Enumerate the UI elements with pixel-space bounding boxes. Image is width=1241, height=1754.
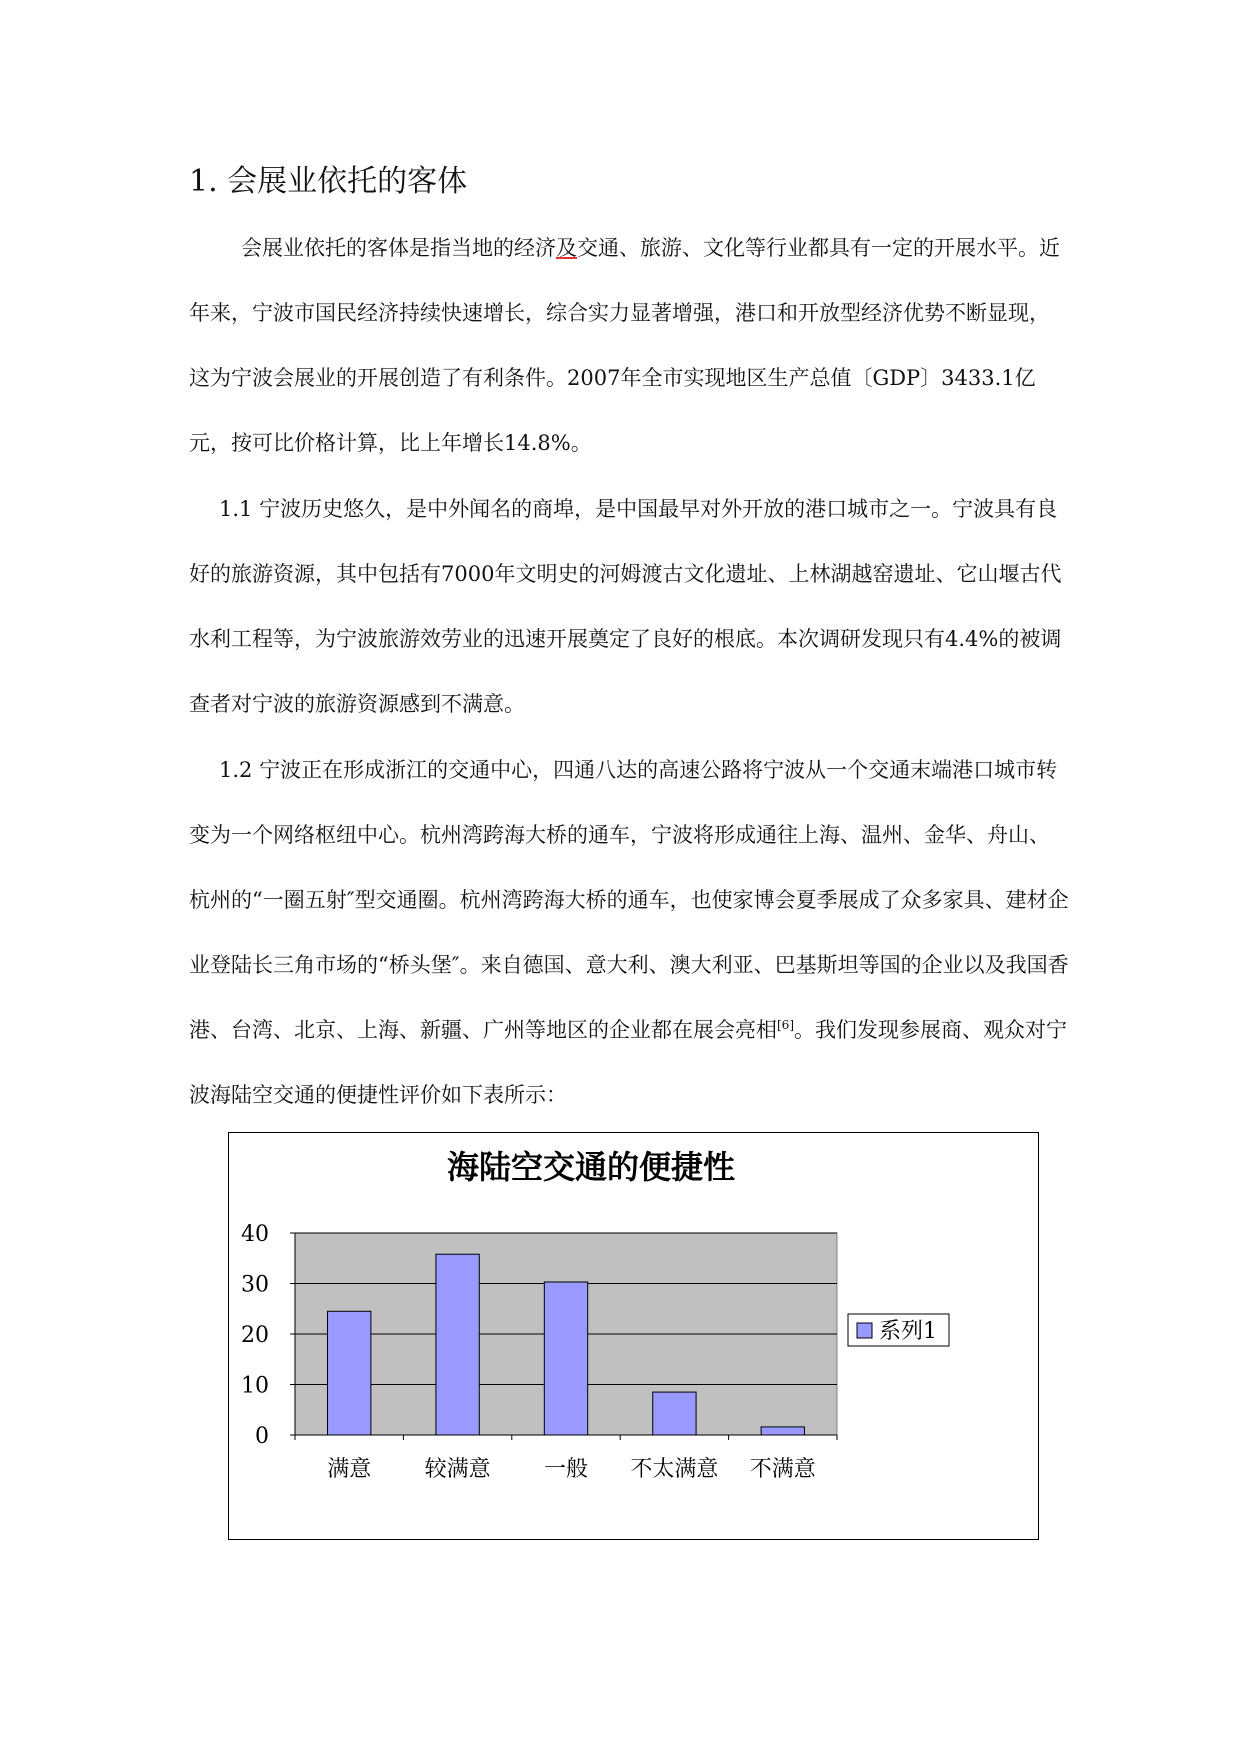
paragraph-history: 1.1 宁波历史悠久，是中外闻名的商埠，是中国最早对外开放的港口城市之一。宁波具有良好的旅游资源，其中包括有7000年文明史的河姆渡古文化遗址、上林湖越窑遗址、它山堰古代水利工程等，为宁波旅游效劳业的迅速开展奠定了良好的根底。本次调研发现只有4.4%的被调查者对宁波的旅游资源感到不满意。 (189, 497, 1062, 716)
bar-1 (328, 1311, 371, 1435)
bar-chart (229, 1133, 1040, 1541)
underlined-word: 及 (556, 236, 577, 260)
section-heading: 1. 会展业依托的客体 (189, 164, 468, 199)
bar-4 (653, 1392, 696, 1435)
chart-frame (228, 1132, 1039, 1540)
y-tick-label: 40 (241, 1222, 269, 1247)
x-category-label: 较满意 (424, 1457, 491, 1482)
x-category-label: 一般 (543, 1457, 589, 1482)
x-category-label: 不满意 (749, 1457, 816, 1482)
legend-swatch (857, 1323, 872, 1338)
y-tick-label: 30 (241, 1272, 269, 1298)
chart-title: 海陆空交通的便捷性 (446, 1148, 736, 1186)
paragraph-text: 1.2 宁波正在形成浙江的交通中心，四通八达的高速公路将宁波从一个交通末端港口城市转变为一个网络枢纽中心。杭州湾跨海大桥的通车，宁波将形成通往上海、温州、金华、舟山、杭州的“一圈五射″型交通圈。杭州湾跨海大桥的通车，也使家博会夏季展成了众多家具、建材企业登陆长三角市场的“桥头堡″。来自德国、意大利、澳大利亚、巴基斯坦等国的企业以及我国香港、台湾、北京、上海、新疆、广州等地区的企业都在展会亮相 (189, 758, 1069, 1042)
bar-2 (436, 1254, 479, 1435)
y-tick-label: 10 (241, 1373, 269, 1399)
paragraph-text: 会展业依托的客体是指当地的经济 (241, 236, 556, 260)
paragraph-text: 。我们发现参展商、观众对宁波海陆空交通的便捷性评价如下表所示： (189, 1018, 1067, 1107)
y-tick-label: 0 (255, 1424, 269, 1449)
bar-5 (761, 1427, 804, 1435)
legend-label: 系列1 (879, 1319, 937, 1344)
paragraph-economy (189, 216, 1069, 476)
citation-reference: [6] (777, 1018, 794, 1032)
bar-3 (544, 1282, 587, 1435)
x-category-label: 满意 (327, 1457, 372, 1482)
x-category-label: 不太满意 (630, 1457, 719, 1482)
y-tick-label: 20 (241, 1323, 269, 1348)
paragraph-text: 交通、旅游、文化等行业都具有一定的开展水平。近年来，宁波市国民经济持续快速增长，综合实力显著增强，港口和开放型经济优势不断显现，这为宁波会展业的开展创造了有利条件。2007年全市实现地区生产总值〔GDP〕3433.1亿元，按可比价格计算，比上年增长14.8%。 (189, 236, 1060, 455)
paragraph-transport (189, 738, 1069, 1128)
